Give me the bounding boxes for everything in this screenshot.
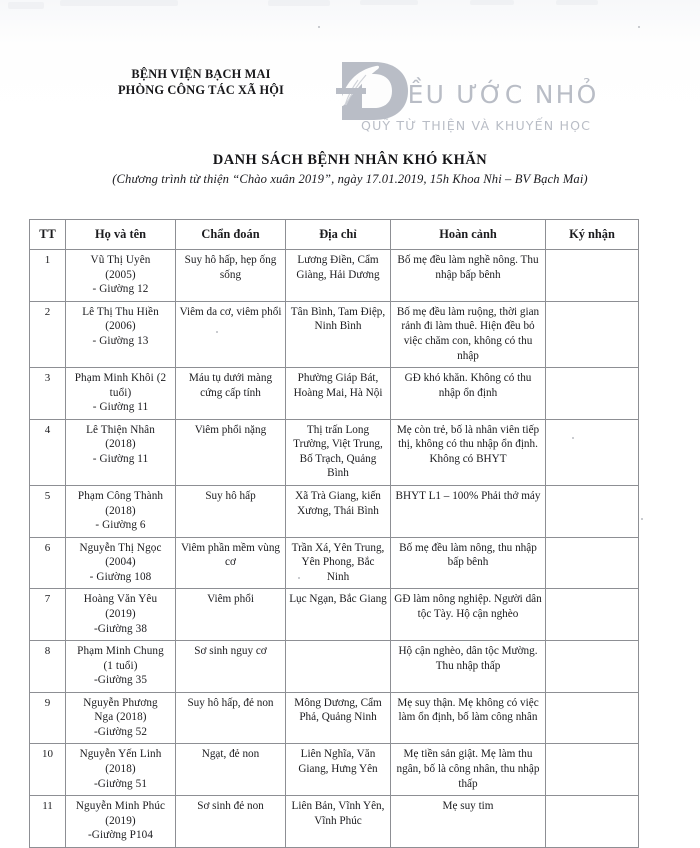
column-header-tt: TT xyxy=(30,220,66,250)
cell-signature[interactable] xyxy=(546,692,639,744)
letterhead xyxy=(0,58,700,144)
cell-signature[interactable] xyxy=(546,796,639,848)
cell-diagnosis: Viêm phổi nặng xyxy=(176,419,286,485)
cell-patient-name xyxy=(66,692,176,744)
patient-name-line: -Giường 38 xyxy=(93,622,148,635)
cell-signature[interactable] xyxy=(546,744,639,796)
patient-name-line: -Giường 35 xyxy=(93,674,148,687)
cell-index: 2 xyxy=(30,301,66,367)
cell-index: 1 xyxy=(30,250,66,302)
patient-name-line: (2019) xyxy=(105,814,136,827)
patient-name-line: Phạm Công Thành xyxy=(77,490,164,502)
cell-address: Liên Bản, Vĩnh Yên, Vĩnh Phúc xyxy=(286,796,391,848)
table-row xyxy=(30,744,639,796)
cell-signature[interactable] xyxy=(546,537,639,589)
table-row xyxy=(30,537,639,589)
table-row xyxy=(30,368,639,420)
cell-index: 8 xyxy=(30,641,66,693)
cell-patient-name xyxy=(66,368,176,420)
charity-logo xyxy=(336,58,636,144)
cell-diagnosis: Máu tụ dưới màng cứng cấp tính xyxy=(176,368,286,420)
patient-name-line: (2018) xyxy=(105,763,136,775)
cell-address: Trần Xá, Yên Trung, Yên Phong, Bắc Ninh xyxy=(286,537,391,589)
cell-patient-name xyxy=(66,589,176,641)
table-row xyxy=(30,301,639,367)
column-header-address: Địa chỉ xyxy=(286,220,391,250)
table-row xyxy=(30,589,639,641)
patient-name-line: - Giường 13 xyxy=(92,334,149,347)
table-row xyxy=(30,486,639,538)
scan-artifact xyxy=(360,0,418,5)
patient-table-container xyxy=(29,219,638,848)
column-header-circumstance: Hoàn cảnh xyxy=(391,220,546,250)
cell-address: Liên Nghĩa, Văn Giang, Hưng Yên xyxy=(286,744,391,796)
column-header-signature: Ký nhận xyxy=(546,220,639,250)
column-header-diagnosis: Chẩn đoán xyxy=(176,220,286,250)
cell-address: Mông Dương, Cẩm Phả, Quảng Ninh xyxy=(286,692,391,744)
patient-name-line: -Giường 51 xyxy=(93,777,148,790)
scan-artifact xyxy=(470,0,514,5)
cell-circumstance: Hộ cận nghèo, dân tộc Mường. Thu nhập thấp xyxy=(391,641,546,693)
cell-circumstance: Bố mẹ đều làm ruộng, thời gian rảnh đi làm thuê. Hiện đều bỏ việc chăm con, không có thu nhập xyxy=(391,301,546,367)
patient-name-line: Phạm Minh Khôi (2 tuổi) xyxy=(74,372,167,399)
cell-index: 4 xyxy=(30,419,66,485)
cell-diagnosis: Viêm phổi xyxy=(176,589,286,641)
cell-circumstance: BHYT L1 – 100% Phải thở máy xyxy=(391,486,546,538)
patient-name-line: Hoàng Văn Yêu xyxy=(83,593,158,606)
cell-diagnosis: Suy hô hấp, hẹp ống sống xyxy=(176,250,286,302)
cell-patient-name xyxy=(66,744,176,796)
cell-address: Phường Giáp Bát, Hoàng Mai, Hà Nội xyxy=(286,368,391,420)
table-row xyxy=(30,796,639,848)
cell-diagnosis: Suy hô hấp, đẻ non xyxy=(176,692,286,744)
cell-signature[interactable] xyxy=(546,419,639,485)
patient-name-line: Lê Thị Thu Hiền xyxy=(82,305,159,318)
cell-circumstance: Mẹ suy tim xyxy=(391,796,546,848)
table-row xyxy=(30,419,639,485)
cell-patient-name xyxy=(66,250,176,302)
patient-name-line: - Giường 108 xyxy=(89,570,152,583)
scan-artifact xyxy=(641,518,643,520)
cell-diagnosis: Viêm da cơ, viêm phổi xyxy=(176,301,286,367)
table-row xyxy=(30,250,639,302)
cell-index: 7 xyxy=(30,589,66,641)
cell-diagnosis: Sơ sinh đẻ non xyxy=(176,796,286,848)
patient-name-line: -Giường P104 xyxy=(87,829,154,842)
patient-name-line: (2006) xyxy=(105,320,136,333)
scan-artifact xyxy=(318,26,320,28)
scan-artifact xyxy=(638,26,640,28)
cell-address: Xã Trà Giang, kiến Xương, Thái Bình xyxy=(286,486,391,538)
patient-name-line: (1 tuổi) xyxy=(103,659,138,672)
cell-address: Lương Điền, Cẩm Giàng, Hải Dương xyxy=(286,250,391,302)
cell-signature[interactable] xyxy=(546,486,639,538)
patient-name-line: Nguyễn Phương xyxy=(83,696,158,709)
logo-tagline: QUỸ TỪ THIỆN VÀ KHUYẾN HỌC xyxy=(361,118,592,133)
patient-name-line: - Giường 11 xyxy=(92,452,149,465)
cell-patient-name xyxy=(66,796,176,848)
cell-signature[interactable] xyxy=(546,301,639,367)
cell-diagnosis: Viêm phần mềm vùng cơ xyxy=(176,537,286,589)
cell-signature[interactable] xyxy=(546,368,639,420)
organization-block xyxy=(76,66,326,99)
scan-artifact xyxy=(60,0,178,6)
department-name: PHÒNG CÔNG TÁC XÃ HỘI xyxy=(117,83,285,98)
organization-name: BỆNH VIỆN BẠCH MAI xyxy=(131,67,271,81)
cell-patient-name xyxy=(66,641,176,693)
cell-index: 3 xyxy=(30,368,66,420)
cell-address: Lục Ngạn, Bắc Giang xyxy=(286,589,391,641)
cell-circumstance: GĐ làm nông nghiệp. Người dân tộc Tày. Hộ cận nghèo xyxy=(391,589,546,641)
patient-name-line: Nguyễn Thị Ngọc xyxy=(79,541,162,554)
cell-diagnosis: Ngạt, đẻ non xyxy=(176,744,286,796)
cell-index: 5 xyxy=(30,486,66,538)
cell-address xyxy=(286,641,391,693)
cell-diagnosis: Sơ sinh nguy cơ xyxy=(176,641,286,693)
patient-name-line: (2005) xyxy=(105,268,136,281)
cell-signature[interactable] xyxy=(546,250,639,302)
cell-index: 10 xyxy=(30,744,66,796)
column-header-name: Họ và tên xyxy=(66,220,176,250)
cell-address: Thị trấn Long Trường, Việt Trung, Bố Trạch, Quảng Bình xyxy=(286,419,391,485)
cell-signature[interactable] xyxy=(546,589,639,641)
scan-artifact xyxy=(8,2,44,9)
page-title: DANH SÁCH BỆNH NHÂN KHÓ KHĂN xyxy=(212,152,488,168)
cell-index: 9 xyxy=(30,692,66,744)
patient-name-line: Nguyễn Minh Phúc xyxy=(75,800,166,813)
cell-patient-name xyxy=(66,486,176,538)
cell-diagnosis: Suy hô hấp xyxy=(176,486,286,538)
patient-name-line: -Giường 52 xyxy=(93,725,148,738)
logo-wordmark: IỀU ƯỚC NHỎ xyxy=(398,80,599,109)
table-row xyxy=(30,692,639,744)
cell-circumstance: Mẹ còn trẻ, bố là nhân viên tiếp thị, không có thu nhập ổn định. Không có BHYT xyxy=(391,419,546,485)
cell-signature[interactable] xyxy=(546,641,639,693)
patient-name-line: Nga (2018) xyxy=(94,711,147,724)
cell-circumstance: Mẹ suy thận. Mẹ không có việc làm ổn định, bố làm công nhân xyxy=(391,692,546,744)
table-header-row xyxy=(30,220,639,250)
cell-patient-name xyxy=(66,537,176,589)
table-body xyxy=(30,250,639,848)
patient-name-line: Lê Thiện Nhân xyxy=(86,423,155,436)
cell-address: Tân Bình, Tam Điệp, Ninh Bình xyxy=(286,301,391,367)
cell-circumstance: Bố mẹ đều làm nông, thu nhập bấp bênh xyxy=(391,537,546,589)
patient-name-line: (2004) xyxy=(105,556,136,569)
patient-name-line: Vũ Thị Uyên xyxy=(90,254,151,267)
patient-name-line: - Giường 12 xyxy=(92,283,149,296)
scan-artifact xyxy=(556,0,598,5)
cell-index: 6 xyxy=(30,537,66,589)
patient-name-line: - Giường 6 xyxy=(95,519,146,532)
cell-circumstance: Mẹ tiền sản giật. Mẹ làm thu ngân, bố là công nhân, thu nhập thấp xyxy=(391,744,546,796)
scan-artifact xyxy=(268,0,330,6)
cell-patient-name xyxy=(66,419,176,485)
patient-name-line: Phạm Minh Chung xyxy=(77,645,164,658)
cell-circumstance: GĐ khó khăn. Không có thu nhập ổn định xyxy=(391,368,546,420)
patient-name-line: Nguyễn Yến Linh xyxy=(79,748,162,761)
patient-name-line: (2018) xyxy=(105,438,136,451)
patient-list-table xyxy=(29,219,639,848)
patient-name-line: (2018) xyxy=(105,504,136,517)
table-row xyxy=(30,641,639,693)
page-subtitle: (Chương trình từ thiện “Chào xuân 2019”, ngày 17.01.2019, 15h Khoa Nhi – BV Bạch Mai) xyxy=(112,172,588,186)
patient-name-line: - Giường 11 xyxy=(92,401,149,414)
cell-patient-name xyxy=(66,301,176,367)
patient-name-line: (2019) xyxy=(105,607,136,620)
table-header xyxy=(30,220,639,250)
cell-index: 11 xyxy=(30,796,66,848)
cell-circumstance: Bố mẹ đều làm nghề nông. Thu nhập bấp bênh xyxy=(391,250,546,302)
